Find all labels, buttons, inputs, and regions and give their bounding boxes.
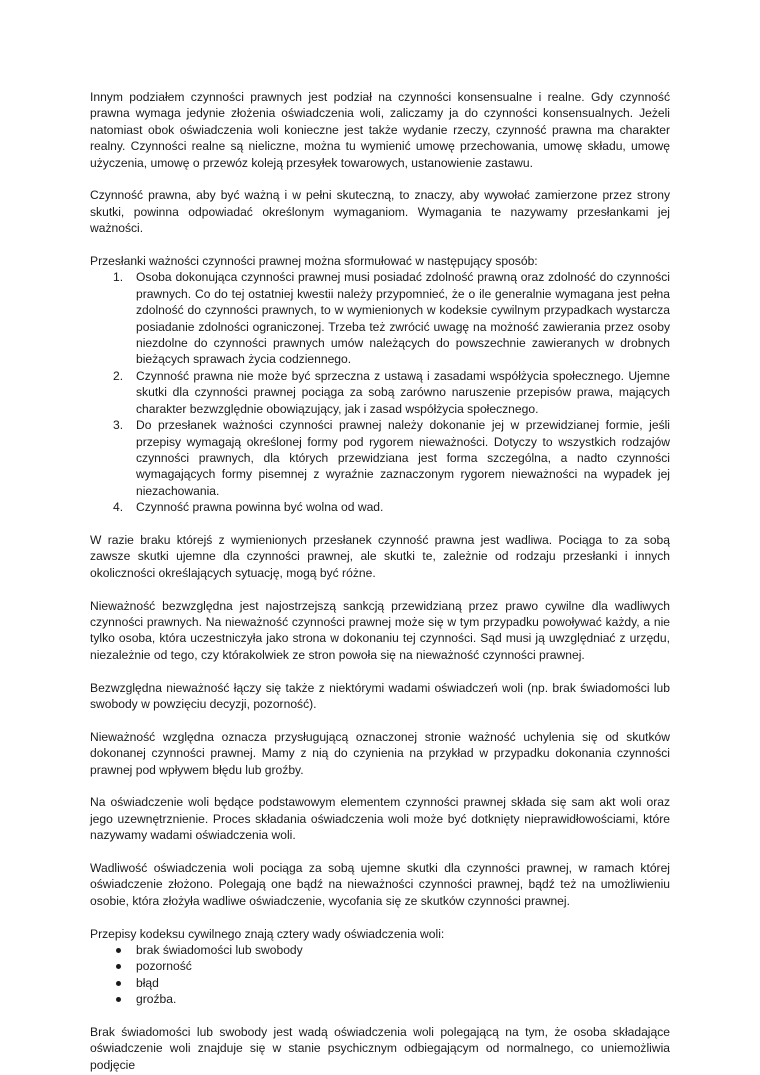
list-number: 2. (113, 368, 124, 383)
paragraph-lack-of-awareness: Brak świadomości lub swobody jest wadą oświadczenia woli polegającą na tym, że osoba składające oświadczenie woli znajduje się w stanie psychicznym odbiegającym od normalnego, co uniemożliwia podjęcie (90, 1025, 670, 1072)
bullet-icon (116, 948, 121, 953)
list-item-text: Czynność prawna powinna być wolna od wad. (136, 500, 384, 515)
paragraph-nullity-defects: Bezwzględna nieważność łączy się także z niektórymi wadami oświadczeń woli (np. brak świadomości lub swobody w powzięciu decyzji, pozorność). (90, 680, 670, 711)
list-item (90, 417, 670, 499)
list-item-text: groźba. (136, 992, 177, 1007)
list-item (90, 991, 670, 1007)
list-number: 3. (113, 418, 124, 433)
paragraph-defects-intro: Przepisy kodeksu cywilnego znają cztery wady oświadczenia woli: (90, 926, 445, 941)
list-item-text: błąd (136, 975, 159, 990)
paragraph-declaration-of-will: Na oświadczenie woli będące podstawowym elementem czynności prawnej składa się sam akt woli oraz jego uzewnętrznienie. Proces składania oświadczenia woli może być dotknięty nieprawidłowościami, które nazywamy wadami oświadczenia woli. (90, 795, 670, 843)
list-item-text: Czynność prawna nie może być sprzeczna z ustawą i zasadami współżycia społecznego. Ujemne skutki dla czynności prawnej pociąga za sobą zarówno naruszenie przepisów prawa, mających charakter bezwzględnie obowiązujący, jak i zasad współżycia społecznego. (136, 368, 670, 416)
paragraph-defect-consequences: Wadliwość oświadczenia woli pociąga za sobą ujemne skutki dla czynności prawnej, w ramach której oświadczenie złożono. Polegają one bądź na nieważności czynności prawnej, bądź też na umożliwieniu osobie, która złożyła wadliwe oświadczenie, wycofania się ze skutków czynności prawnej. (90, 860, 670, 908)
conditions-list (90, 269, 670, 515)
defects-list (90, 942, 670, 1008)
list-item-text: Osoba dokonująca czynności prawnej musi posiadać zdolność prawną oraz zdolność do czynności prawnych. Co do tej ostatniej kwestii należy przypomnieć, że o ile generalnie wymagana jest pełna zdolność do czynności prawnych, to w wymienionych w kodeksie cywilnym przypadkach wystarcza posiadanie zdolności ograniczonej. Trzeba też zwrócić uwagę na możność zawierania przez osoby niezdolne do czynności prawnych umów należących do powszechnie zawieranych w drobnych bieżących sprawach życia codziennego. (136, 270, 670, 367)
list-item (90, 368, 670, 417)
paragraph-validity-requirements: Czynność prawna, aby być ważną i w pełni skuteczną, to znaczy, aby wywołać zamierzone przez strony skutki, powinna odpowiadać określonym wymaganiom. Wymagania te nazywamy przesłankami jej ważności. (90, 188, 670, 236)
paragraph-relative-nullity: Nieważność względna oznacza przysługującą oznaczonej stronie ważność uchylenia się od skutków dokonanej czynności prawnej. Mamy z nią do czynienia na przykład w przypadku dokonania czynności prawnej pod wpływem błędu lub groźby. (90, 729, 670, 777)
list-item (90, 269, 670, 367)
bullet-icon (116, 981, 121, 986)
list-item-text: Do przesłanek ważności czynności prawnej należy dokonanie jej w przewidzianej formie, jeśli przepisy wymagają określonej formy pod rygorem nieważności. Dotyczy to wszystkich rodzajów czynności prawnych, dla których przewidziana jest forma szczególna, a nadto czynności wymagających formy pisemnej z wyraźnie zaznaczonym rygorem nieważności na wypadek jej niezachowania. (136, 418, 670, 498)
list-item-text: brak świadomości lub swobody (136, 942, 303, 957)
list-item (90, 499, 670, 515)
bullet-icon (116, 964, 121, 969)
bullet-icon (116, 997, 121, 1002)
list-number: 1. (113, 270, 124, 285)
list-item (90, 942, 670, 958)
list-number: 4. (113, 500, 124, 515)
paragraph-conditions-intro: Przesłanki ważności czynności prawnej można sformułować w następujący sposób: (90, 254, 538, 269)
list-item (90, 958, 670, 974)
paragraph-consensual-real: Innym podziałem czynności prawnych jest podział na czynności konsensualne i realne. Gdy czynność prawna wymaga jedynie złożenia oświadczenia woli, zaliczamy ja do czynności konsensualnych. Jeżeli natomiast obok oświadczenia woli konieczne jest także wydanie rzeczy, czynność prawna ma charakter realny. Czynności realne są nieliczne, można tu wymienić umowę przechowania, umowę składu, umowę użyczenia, umowę o przewóz koleją przesyłek towarowych, ustanowienie zastawu. (90, 90, 670, 170)
list-item-text: pozorność (136, 959, 192, 974)
paragraph-defective-act: W razie braku którejś z wymienionych przesłanek czynność prawna jest wadliwa. Pociąga to za sobą zawsze skutki ujemne dla czynności prawnej, ale skutki te, zależnie od rodzaju przesłanki i innych okoliczności określających sytuację, mogą być różne. (90, 532, 670, 580)
paragraph-absolute-nullity: Nieważność bezwzględna jest najostrzejszą sankcją przewidzianą przez prawo cywilne dla wadliwych czynności prawnych. Na nieważność czynności prawnej może się w tym przypadku powoływać każdy, a nie tylko osoba, która uczestniczyła jako strona w dokonaniu tej czynności. Sąd musi ją uwzględniać z urzędu, niezależnie od tego, czy którakolwiek ze stron powoła się na nieważność czynności prawnej. (90, 598, 670, 662)
list-item (90, 975, 670, 991)
